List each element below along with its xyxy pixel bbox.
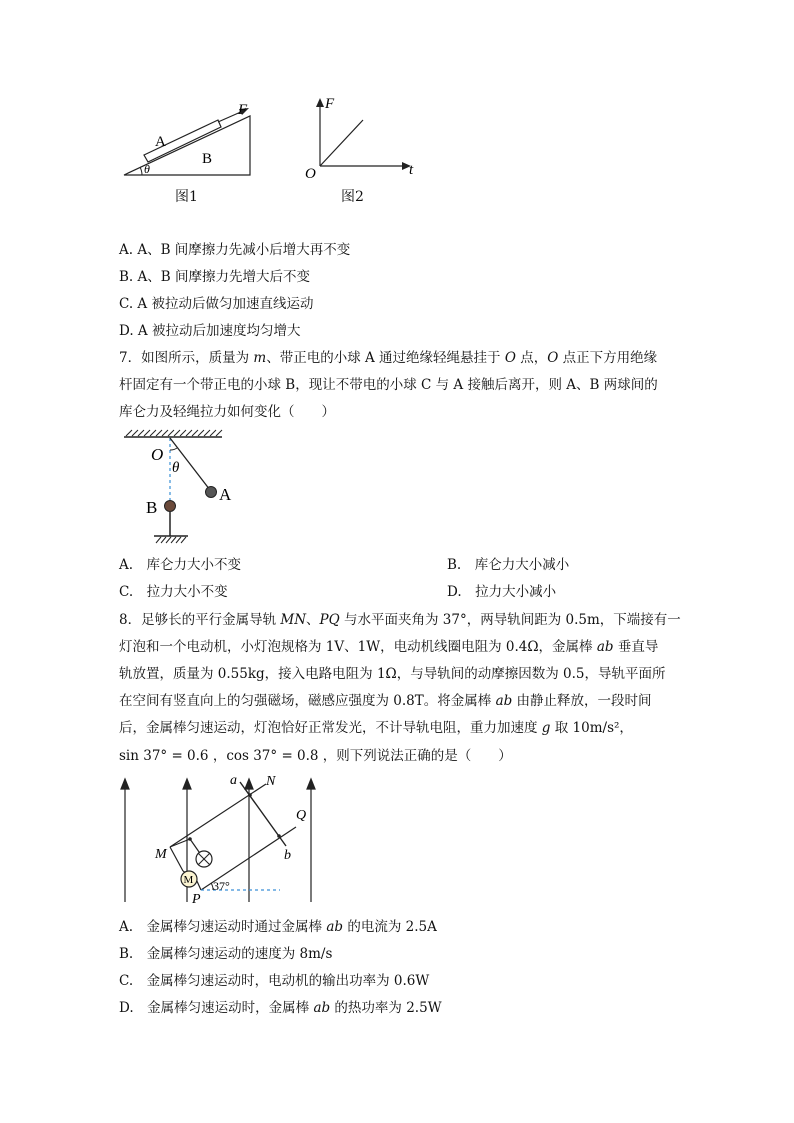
figure-1 [118,100,268,180]
angle-arc [140,167,142,175]
theta-arc [170,448,177,450]
figure-1-caption: 图1 [175,189,198,205]
label-a: A [155,134,166,150]
q7-stem-line-2: 杆固定有一个带正电的小球 B，现让不带电的小球 C 与 A 接触后离开，则 A、B 两球间的 [119,377,658,393]
ceiling-hatch [124,430,222,437]
label-theta: θ [144,162,150,176]
node-m [188,837,192,841]
label-n: N [266,774,276,789]
figure-2 [300,92,430,184]
label-t-axis: t [409,162,414,178]
q7-option-c: C. 拉力大小不变 [119,584,228,600]
label-q: Q [296,808,307,823]
label-b: B [146,498,158,517]
label-theta: θ [172,460,180,476]
q7-option-b: B. 库仑力大小减小 [447,557,570,573]
q8-option-d: D. 金属棒匀速运动时，金属棒 ab 的热功率为 2.5W [119,1000,442,1016]
label-o: O [151,445,164,464]
label-f-axis: F [325,96,335,112]
figure-2-caption: 图2 [341,189,364,205]
f-t-line [320,120,363,166]
label-b: B [202,151,213,167]
label-a: a [230,773,237,788]
q7-stem-line-3: 库仑力及轻绳拉力如何变化（ ） [119,404,335,420]
q7-figure [118,428,253,550]
q8-stem-line-6: sin 37° = 0.6 ，cos 37° = 0.8 ，则下列说法正确的是（ ） [119,748,512,764]
q8-stem-line-4: 在空间有竖直向上的匀强磁场，磁感应强度为 0.8T。将金属棒 ab 由静止释放，一段时间 [119,693,652,709]
motor [181,871,197,887]
label-p: P [192,892,201,907]
axis-y [316,98,324,166]
q6-option-c: C. A 被拉动后做匀加速直线运动 [119,296,314,312]
q8-stem-line-5: 后，金属棒匀速运动，灯泡恰好正常发光，不计导轨电阻，重力加速度 g 取 10m/s²， [119,720,633,736]
q8-stem-line-3: 轨放置，质量为 0.55kg，接入电路电阻为 1Ω，与导轨间的动摩擦因数为 0.5，导轨平面所 [119,666,666,682]
bar-contact-pq [277,834,281,838]
q8-stem-line-1: 8．足够长的平行金属导轨 MN、PQ 与水平面夹角为 37°，两导轨间距为 0.5m，下端接有一 [119,612,681,628]
q8-figure [118,772,333,907]
q6-option-b: B. A、B 间摩擦力先增大后不变 [119,269,310,285]
q6-option-d: D. A 被拉动后加速度均匀增大 [119,323,301,339]
label-b: b [284,848,291,863]
q7-option-a: A. 库仑力大小不变 [119,557,242,573]
label-angle: 37° [213,879,230,893]
q6-option-a: A. A、B 间摩擦力先减小后增大再不变 [119,242,351,258]
label-origin: O [305,166,316,182]
q7-option-d: D. 拉力大小减小 [447,584,557,600]
q8-stem-line-2: 灯泡和一个电动机，小灯泡规格为 1V、1W，电动机线圈电阻为 0.4Ω，金属棒 ab 垂直导 [119,639,659,655]
q8-option-a: A. 金属棒匀速运动时通过金属棒 ab 的电流为 2.5A [119,919,437,935]
q7-stem-line-1: 7．如图所示，质量为 m、带正电的小球 A 通过绝缘轻绳悬挂于 O 点，O 点正下方用绝缘 [119,350,658,366]
lamp [196,851,212,867]
ball-a [206,487,217,498]
axis-x [320,162,411,170]
q8-option-b: B. 金属棒匀速运动的速度为 8m/s [119,946,333,962]
motor-label: M [183,874,194,886]
label-f: F [238,102,248,118]
floor-hatch [154,536,188,543]
label-m: M [155,847,167,862]
label-a: A [219,485,232,504]
bar-contact-mn [248,793,252,797]
incline-triangle [124,116,250,175]
rail-mn [170,784,266,847]
ball-b [165,501,176,512]
q8-option-c: C. 金属棒匀速运动时，电动机的输出功率为 0.6W [119,973,430,989]
